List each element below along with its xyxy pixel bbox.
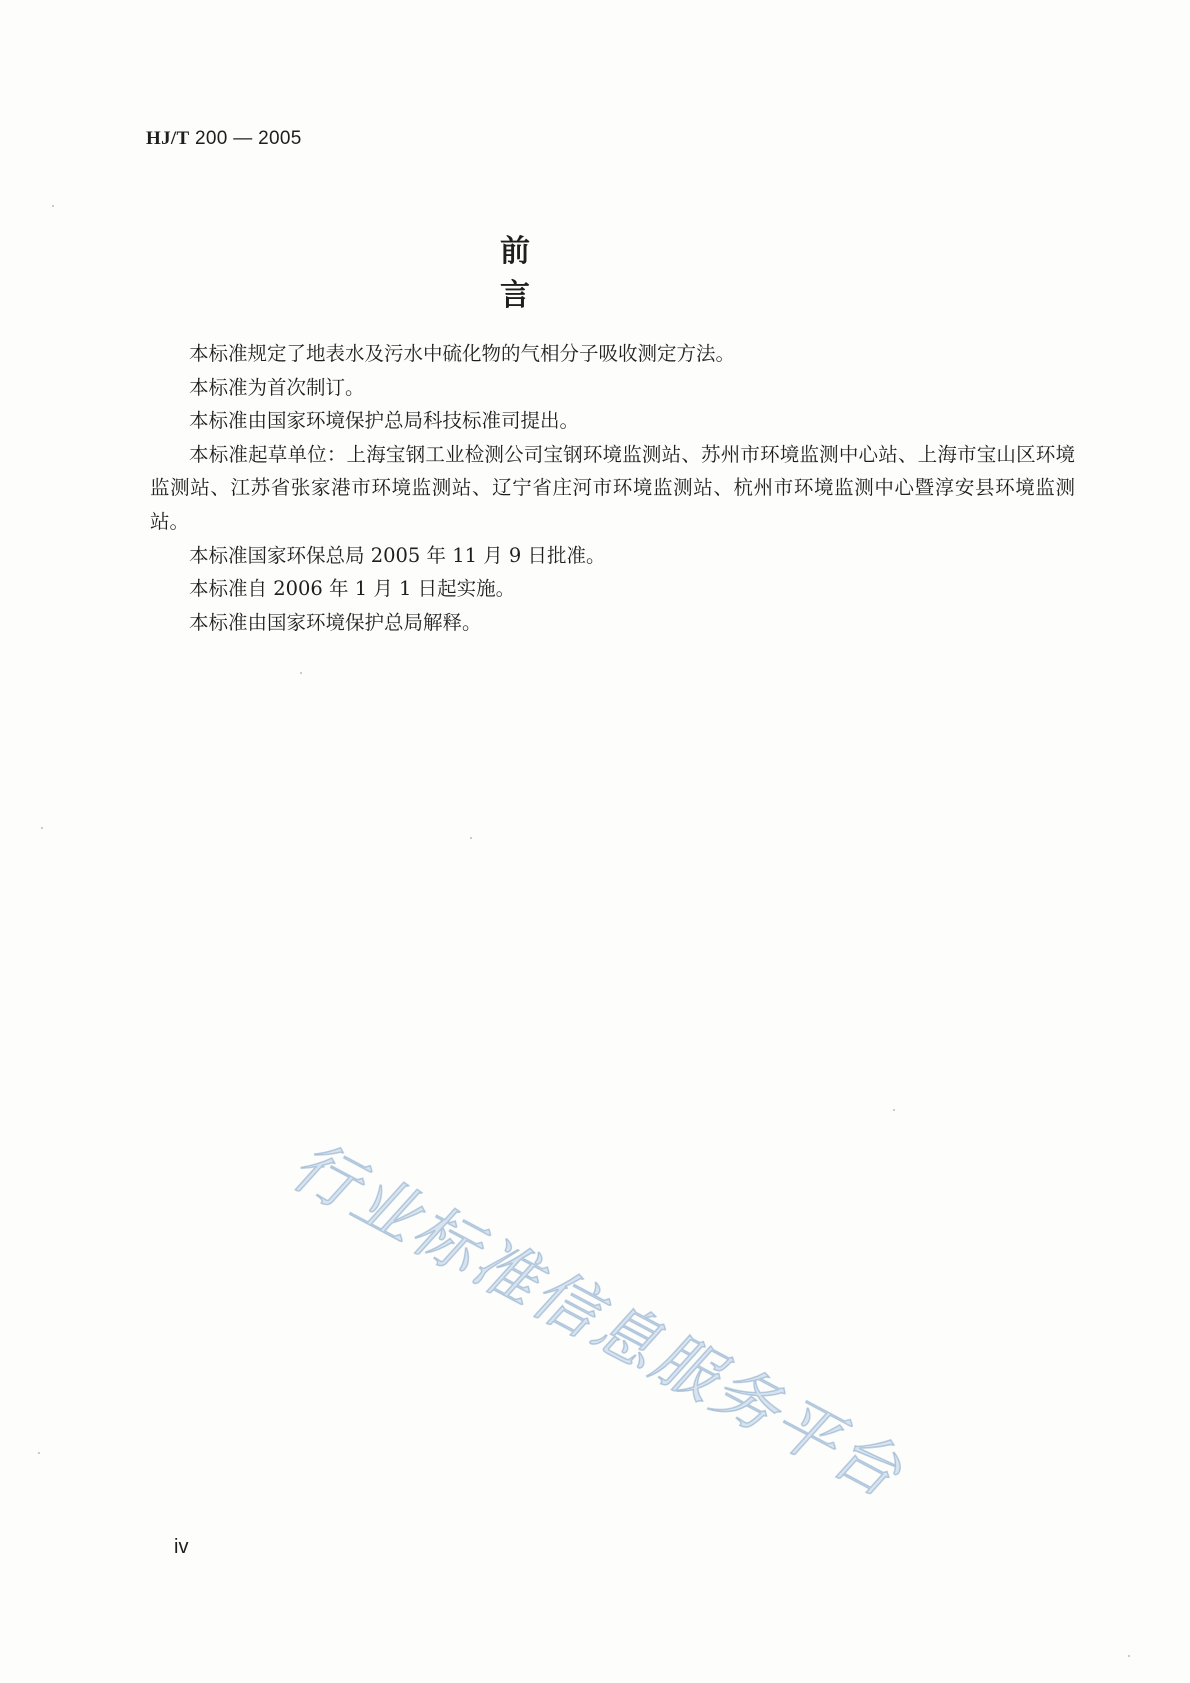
scan-speck [1128, 1655, 1130, 1657]
standard-code-number: 200 — 2005 [195, 128, 302, 149]
paragraph: 本标准为首次制订。 [189, 375, 365, 399]
scan-speck [470, 837, 472, 839]
scan-speck [38, 1452, 40, 1454]
scan-speck [893, 1109, 895, 1111]
scan-speck [300, 672, 302, 674]
paragraph: 本标准规定了地表水及污水中硫化物的气相分子吸收测定方法。 [189, 342, 736, 365]
paragraph: 本标准国家环保总局 2005 年 11 月 9 日批准。 [189, 543, 606, 567]
paragraph: 本标准起草单位：上海宝钢工业检测公司宝钢环境监测站、苏州市环境监测中心站、上海市宝山区环境监测站、江苏省张家港市环境监测站、辽宁省庄河市环境监测站、杭州市环境监测中心暨淳安县环境监测站。 [150, 442, 1075, 533]
watermark: 行业标准信息服务平台 [279, 1128, 915, 1514]
paragraph: 本标准由国家环境保护总局解释。 [189, 610, 482, 634]
standard-code-prefix: HJ/T [146, 128, 190, 149]
paragraph: 本标准自 2006 年 1 月 1 日起实施。 [189, 577, 516, 601]
foreword-body [150, 337, 1075, 639]
scan-speck [41, 827, 43, 829]
standard-code [146, 128, 302, 150]
scan-speck [52, 205, 54, 207]
page-title: 前言 [500, 234, 612, 313]
page-number: iv [174, 1536, 189, 1558]
paragraph: 本标准由国家环境保护总局科技标准司提出。 [189, 409, 580, 433]
